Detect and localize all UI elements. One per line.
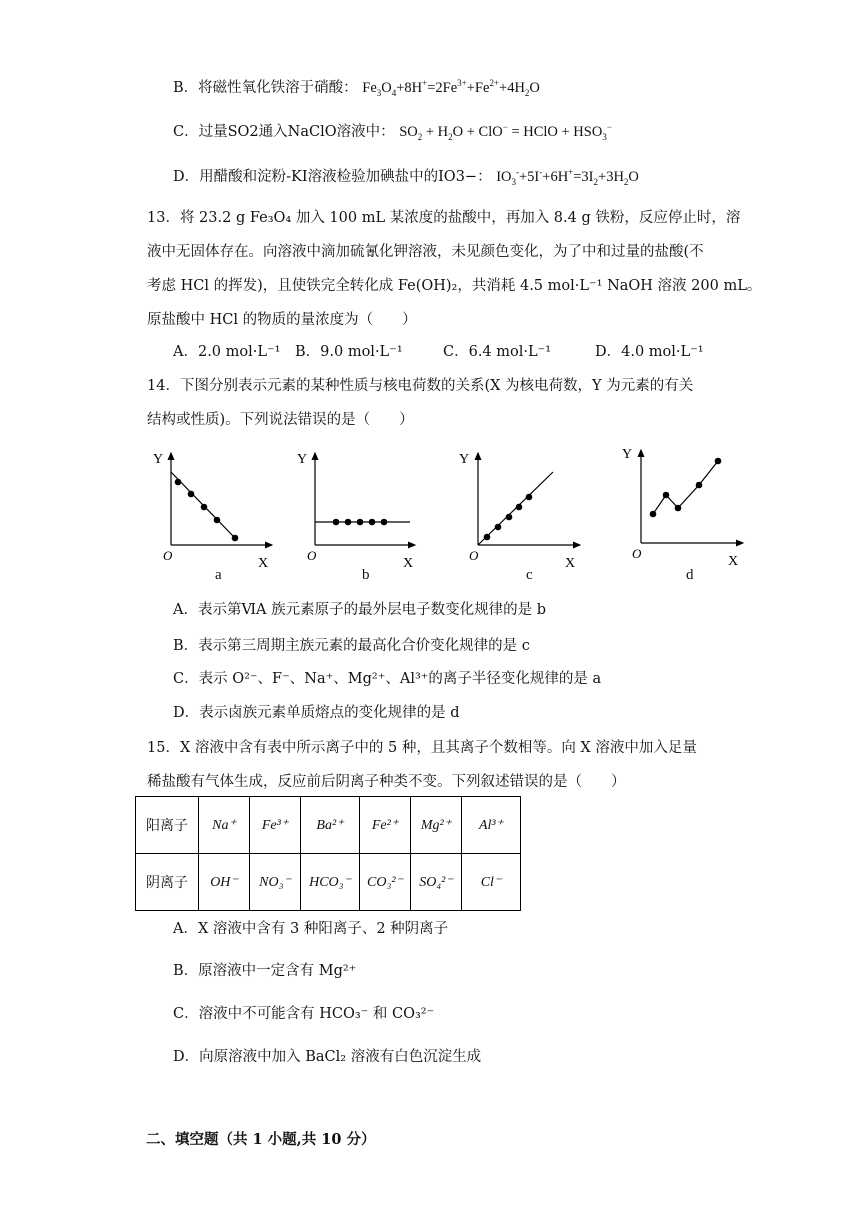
graph-b-x-label: X — [403, 556, 414, 571]
q14-option-d: D．表示卤族元素单质熔点的变化规律的是 d — [173, 705, 460, 721]
q15-option-c: C．溶液中不可能含有 HCO₃⁻ 和 CO₃²⁻ — [173, 1006, 435, 1022]
graph-a-y-label: Y — [153, 452, 164, 467]
ion-cell: Na⁺ — [199, 797, 250, 854]
graph-d-point — [696, 482, 703, 489]
ion-cell: CO₃²⁻ — [360, 854, 411, 911]
graph-a-point — [214, 517, 221, 524]
cation-row — [136, 797, 521, 854]
q13-line-1: 13．将 23.2 g Fe₃O₄ 加入 100 mL 某浓度的盐酸中，再加入 8.4 g 铁粉，反应停止时，溶 — [147, 210, 741, 226]
graph-c-caption: c — [526, 567, 533, 583]
graph-b-point — [357, 519, 364, 526]
q12-option-b-equation: $Fe_3O_4+8H^+=2Fe^{3+}+Fe^{2+}+4H_2O$ — [362, 78, 540, 98]
graph-b-caption: b — [362, 567, 370, 583]
graph-a-caption: a — [215, 567, 222, 583]
q15-line-1: 15．X 溶液中含有表中所示离子中的 5 种，且其离子个数相等。向 X 溶液中加入足量 — [147, 740, 697, 756]
q14-line-2: 结构或性质)。下列说法错误的是（ ） — [147, 412, 414, 428]
graph-b — [290, 445, 420, 575]
graph-a-point — [188, 491, 195, 498]
anion-row-header: 阴离子 — [136, 854, 199, 911]
graph-a-point — [232, 535, 239, 542]
graph-b-point — [345, 519, 352, 526]
graph-b-point — [333, 519, 340, 526]
graph-c-point — [526, 494, 533, 501]
q14-option-c: C．表示 O²⁻、F⁻、Na⁺、Mg²⁺、Al³⁺的离子半径变化规律的是 a — [173, 671, 602, 687]
graph-b-y-label: Y — [297, 452, 308, 467]
graph-d-point — [715, 458, 722, 465]
q15-option-d: D．向原溶液中加入 BaCl₂ 溶液有白色沉淀生成 — [173, 1049, 482, 1065]
q12-option-c — [173, 122, 612, 142]
q15-line-2: 稀盐酸有气体生成，反应前后阴离子种类不变。下列叙述错误的是（ ） — [147, 774, 626, 790]
q13-option-c: C．6.4 mol·L⁻¹ — [443, 344, 552, 360]
ion-cell: Fe²⁺ — [360, 797, 411, 854]
graph-c-origin: O — [469, 548, 479, 563]
graph-c-point — [516, 504, 523, 511]
section-heading: 二、填空题（共 1 小题,共 10 分） — [146, 1131, 376, 1148]
q13-option-d: D．4.0 mol·L⁻¹ — [595, 344, 704, 360]
graph-d-point — [650, 511, 657, 518]
q12-option-d-equation: $IO_3^-+5I^-+6H^+=3I_2+3H_2O$ — [496, 167, 639, 187]
ion-cell: Fe³⁺ — [250, 797, 301, 854]
q12-option-b-label: B．将磁性氧化铁溶于硝酸： — [173, 80, 358, 96]
graph-d-point — [663, 492, 670, 499]
q15-option-b: B．原溶液中一定含有 Mg²⁺ — [173, 963, 357, 979]
graph-a-origin: O — [163, 548, 173, 563]
graph-a-point — [175, 479, 182, 486]
graph-c-point — [506, 514, 513, 521]
q12-option-c-equation: $SO_2 + H_2O + ClO^-$ = HClO + $HSO_3^-$ — [399, 122, 612, 142]
q14-option-b: B．表示第三周期主族元素的最高化合价变化规律的是 c — [173, 638, 530, 654]
q13-option-b: B．9.0 mol·L⁻¹ — [295, 344, 403, 360]
graph-d-y-label: Y — [622, 447, 633, 462]
ion-cell: OH⁻ — [199, 854, 250, 911]
graph-d-caption: d — [686, 567, 694, 583]
graph-d-trend-line — [653, 461, 718, 514]
ion-table — [135, 796, 521, 911]
q14-line-1: 14．下图分别表示元素的某种性质与核电荷数的关系(X 为核电荷数，Y 为元素的有关 — [147, 378, 694, 394]
graph-d-point — [675, 505, 682, 512]
ion-cell: Ba²⁺ — [301, 797, 360, 854]
ion-cell: Cl⁻ — [462, 854, 521, 911]
graph-c-trend-line — [478, 472, 553, 545]
graph-a-x-label: X — [258, 556, 269, 571]
graph-c — [455, 445, 585, 575]
graph-c-y-label: Y — [459, 452, 470, 467]
anion-row — [136, 854, 521, 911]
q15-option-a: A．X 溶液中含有 3 种阳离子、2 种阴离子 — [173, 921, 449, 937]
graph-b-point — [369, 519, 376, 526]
graph-c-x-label: X — [565, 556, 576, 571]
cation-row-header: 阳离子 — [136, 797, 199, 854]
q12-option-c-label: C．过量SO2通入NaClO溶液中： — [173, 124, 395, 140]
q13-line-4: 原盐酸中 HCl 的物质的量浓度为（ ） — [147, 312, 417, 328]
graph-a — [140, 445, 280, 575]
graph-c-point — [484, 534, 491, 541]
ion-cell: Mg²⁺ — [411, 797, 462, 854]
graph-d — [618, 440, 748, 575]
graph-a-point — [201, 504, 208, 511]
graph-c-point — [495, 524, 502, 531]
q12-option-b — [173, 78, 540, 98]
q12-option-d-label: D．用醋酸和淀粉-KI溶液检验加碘盐中的IO3−： — [173, 169, 492, 185]
q12-option-d — [173, 167, 639, 187]
graph-b-point — [381, 519, 388, 526]
q13-line-3: 考虑 HCl 的挥发)，且使铁完全转化成 Fe(OH)₂，共消耗 4.5 mol·L⁻¹ NaOH 溶液 200 mL。 — [147, 278, 762, 294]
ion-cell: HCO₃⁻ — [301, 854, 360, 911]
q13-line-2: 液中无固体存在。向溶液中滴加硫氰化钾溶液，未见颜色变化，为了中和过量的盐酸(不 — [147, 244, 704, 260]
q14-option-a: A．表示第ⅥA 族元素原子的最外层电子数变化规律的是 b — [173, 602, 547, 618]
graph-d-x-label: X — [728, 554, 739, 569]
ion-cell: Al³⁺ — [462, 797, 521, 854]
q13-option-a: A．2.0 mol·L⁻¹ — [173, 344, 281, 360]
graph-d-origin: O — [632, 546, 642, 561]
ion-cell: SO₄²⁻ — [411, 854, 462, 911]
ion-cell: NO₃⁻ — [250, 854, 301, 911]
graph-b-origin: O — [307, 548, 317, 563]
